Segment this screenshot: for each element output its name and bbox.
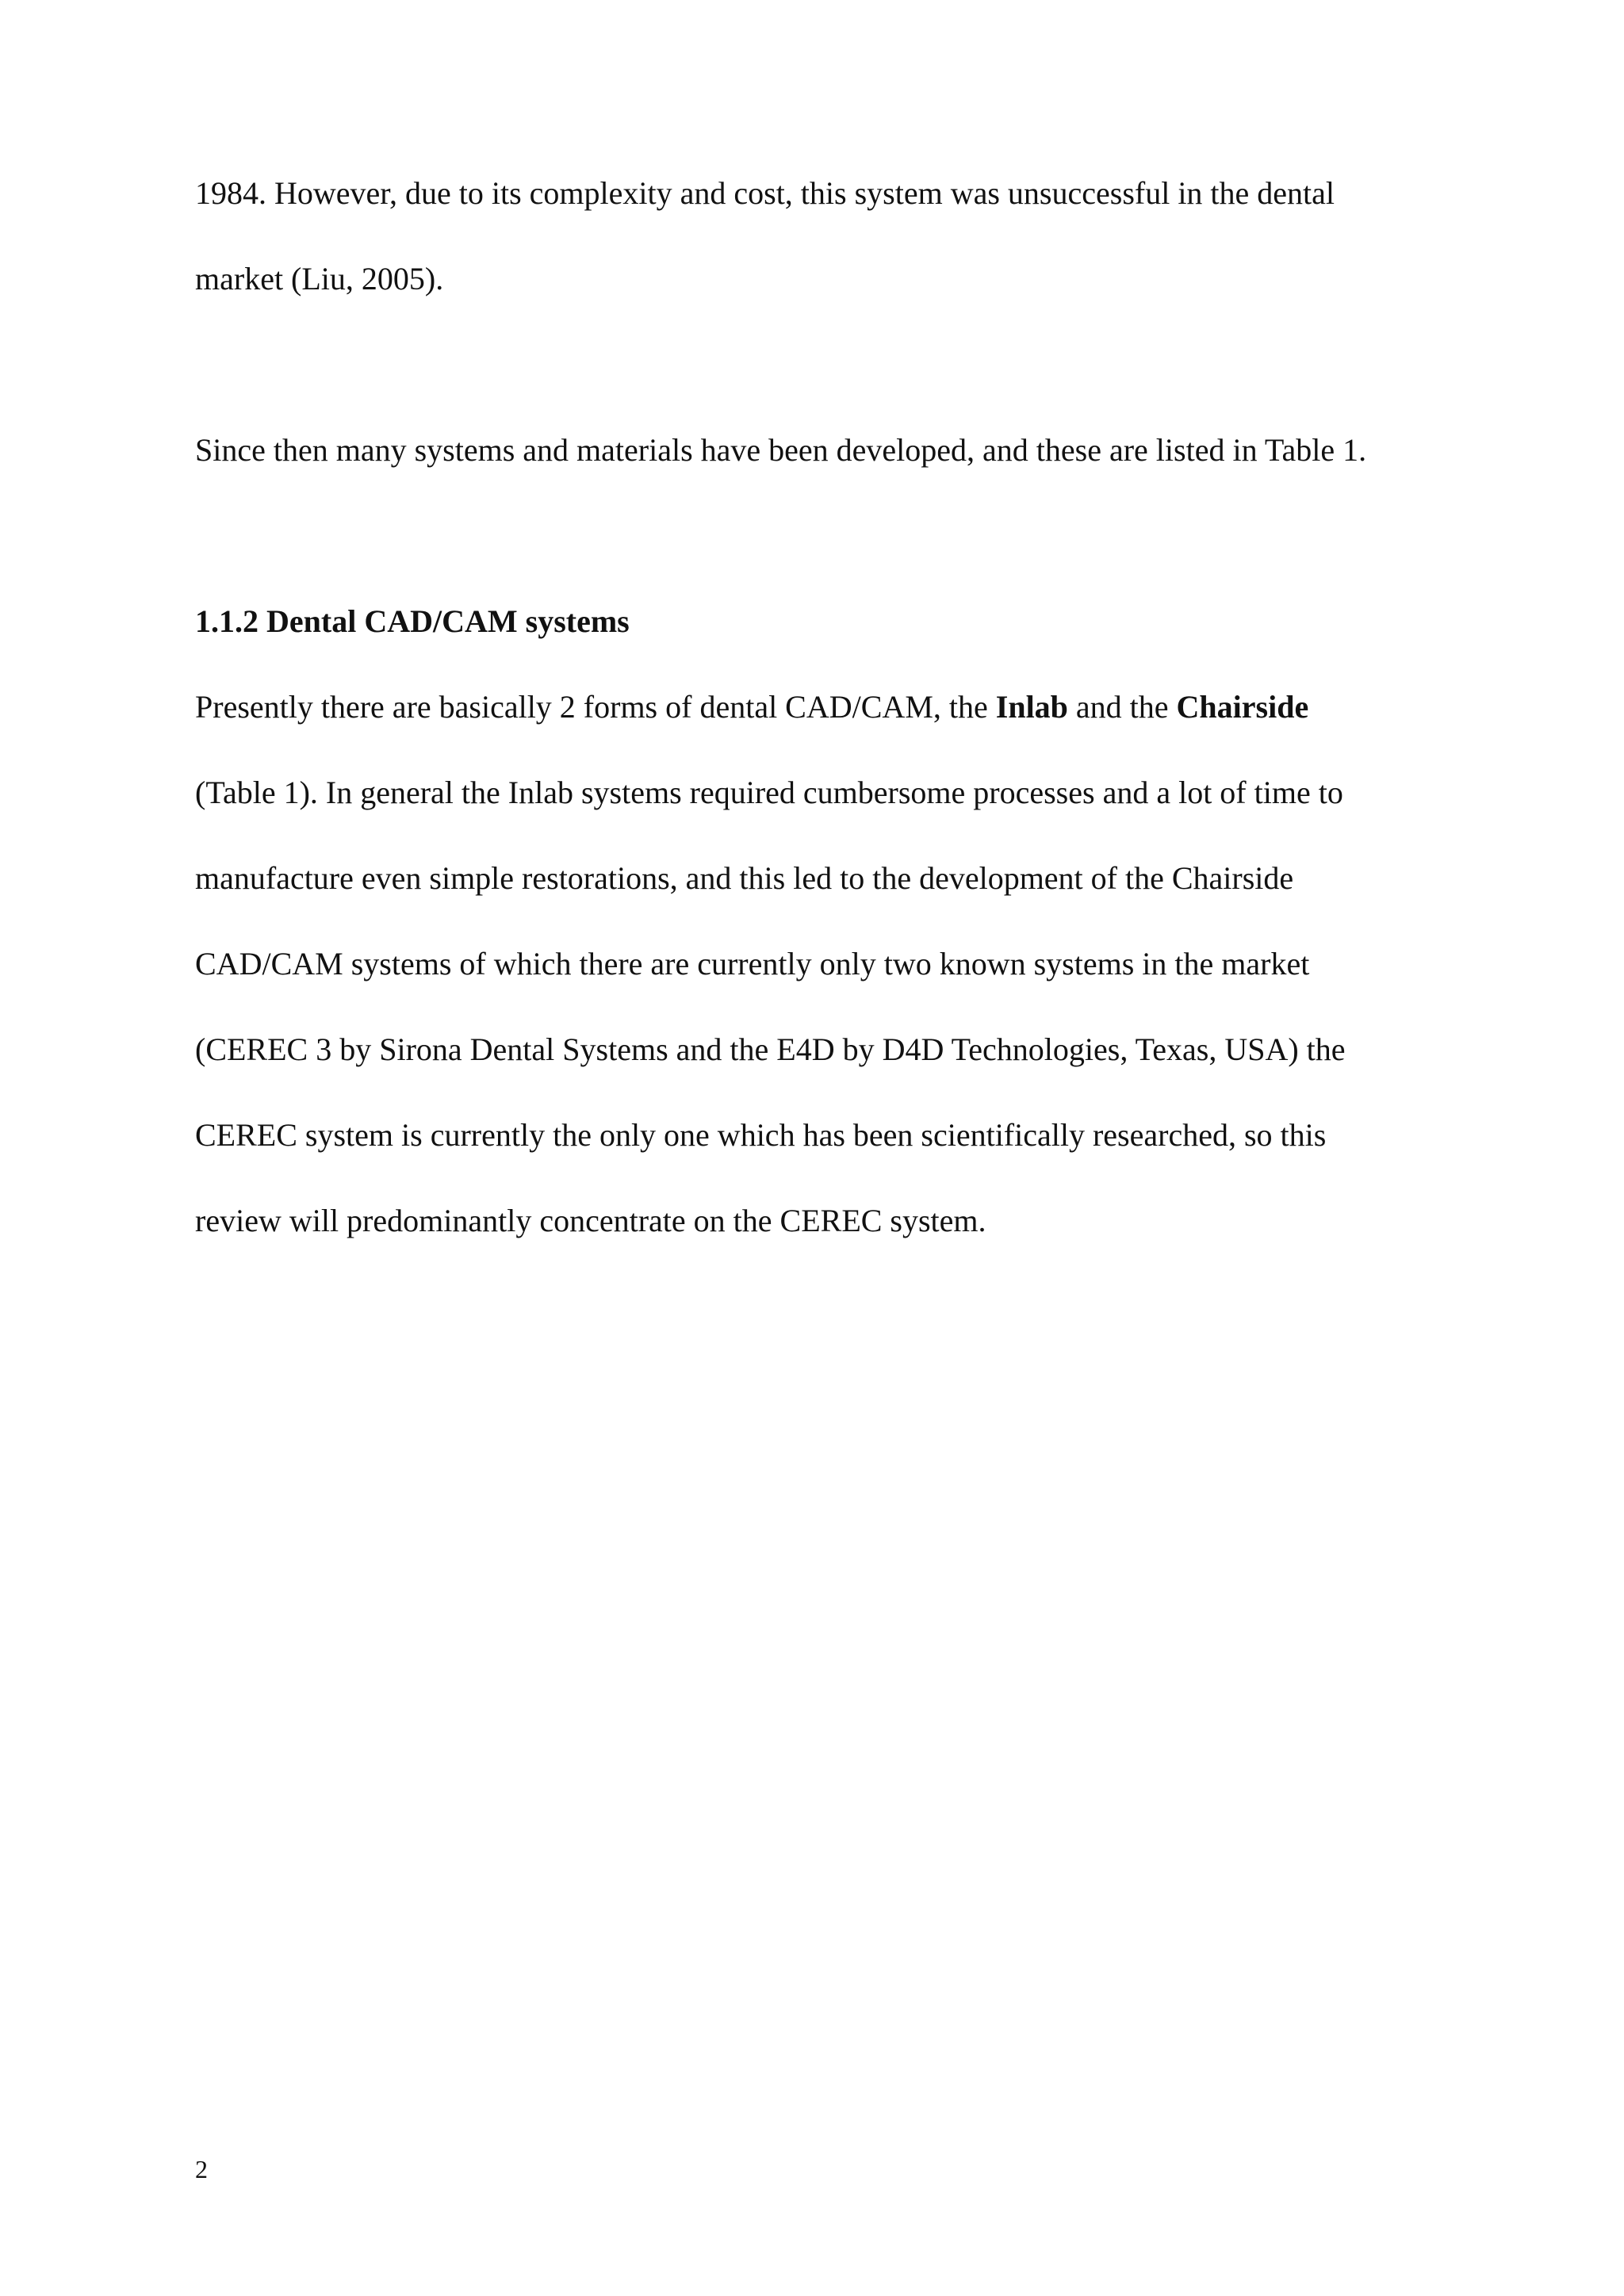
page-number: 2 (195, 2155, 208, 2183)
section-paragraph-line-3: manufacture even simple restorations, and this led to the development of the Chairside (195, 860, 1294, 896)
section-paragraph-line-1 (195, 688, 1308, 726)
section-heading: 1.1.2 Dental CAD/CAM systems (195, 603, 630, 639)
line-1-text-middle: and the (1067, 689, 1177, 725)
line-1-text-before: Presently there are basically 2 forms of dental CAD/CAM, the (195, 689, 996, 725)
section-paragraph-line-7: review will predominantly concentrate on the CEREC system. (195, 1203, 986, 1238)
section-paragraph-line-5: (CEREC 3 by Sirona Dental Systems and the E4D by D4D Technologies, Texas, USA) the (195, 1031, 1346, 1067)
inlab-term: Inlab (995, 689, 1068, 725)
paragraph-2-line-1: Since then many systems and materials have been developed, and these are listed in Table 1. (195, 432, 1367, 468)
section-paragraph-line-4: CAD/CAM systems of which there are currently only two known systems in the market (195, 946, 1310, 982)
chairside-term: Chairside (1176, 689, 1309, 725)
section-paragraph-line-2: (Table 1). In general the Inlab systems required cumbersome processes and a lot of time to (195, 775, 1343, 810)
paragraph-1-line-2: market (Liu, 2005). (195, 261, 444, 297)
paragraph-1-line-1: 1984. However, due to its complexity and cost, this system was unsuccessful in the dental (195, 175, 1335, 211)
section-paragraph-line-6: CEREC system is currently the only one which has been scientifically researched, so this (195, 1117, 1327, 1153)
